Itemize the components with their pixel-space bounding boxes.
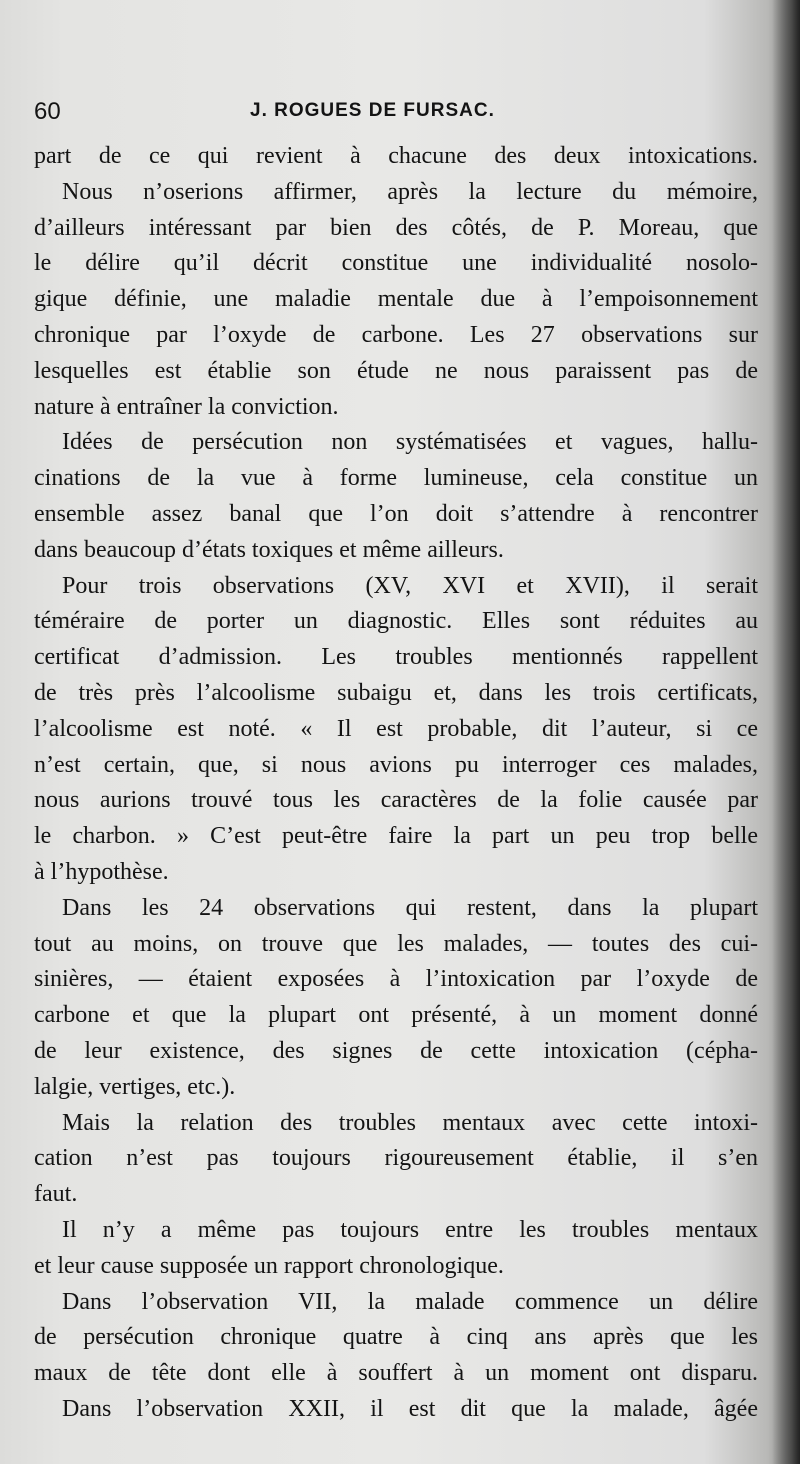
- paragraph-last-line: nature à entraîner la conviction.: [34, 393, 339, 420]
- paragraph-first-line: Idées de persécution non systématisées et vagues, hallu-: [62, 429, 758, 456]
- text-line: maux de tête dont elle à souffert à un moment ont disparu.: [34, 1360, 758, 1387]
- text-line: de leur existence, des signes de cette intoxication (cépha-: [34, 1037, 758, 1064]
- text-line: l’alcoolisme est noté. « Il est probable, dit l’auteur, si ce: [34, 715, 758, 742]
- text-line: n’est certain, que, si nous avions pu interroger ces malades,: [34, 751, 758, 778]
- paragraph-first-line: Dans les 24 observations qui restent, dans la plupart: [62, 894, 758, 921]
- paragraph-last-line: dans beaucoup d’états toxiques et même ailleurs.: [34, 536, 504, 563]
- text-line: part de ce qui revient à chacune des deux intoxications.: [34, 143, 758, 169]
- text-line: tout au moins, on trouve que les malades, — toutes des cui-: [34, 930, 758, 957]
- page-edge-shadow: [772, 0, 800, 1464]
- text-line: nous aurions trouvé tous les caractères de la folie causée par: [34, 787, 758, 814]
- text-line: de persécution chronique quatre à cinq ans après que les: [34, 1324, 758, 1351]
- running-head: J. ROGUES DE FURSAC.: [250, 100, 495, 121]
- text-line: gique définie, une maladie mentale due à l’empoisonnement: [34, 286, 758, 313]
- paragraph-first-line: Pour trois observations (XV, XVI et XVII), il serait: [62, 572, 758, 599]
- paragraph-last-line: lalgie, vertiges, etc.).: [34, 1073, 236, 1100]
- paragraph-first-line: Dans l’observation VII, la malade commence un délire: [62, 1288, 758, 1315]
- text-line: carbone et que la plupart ont présenté, à un moment donné: [34, 1002, 758, 1029]
- text-line: certificat d’admission. Les troubles mentionnés rappellent: [34, 644, 758, 671]
- body-text: [34, 139, 758, 1428]
- text-line: cation n’est pas toujours rigoureusement établie, il s’en: [34, 1145, 758, 1172]
- page-number: 60: [34, 98, 61, 125]
- paragraph-first-line: Il n’y a même pas toujours entre les troubles mentaux: [62, 1216, 758, 1243]
- text-line: sinières, — étaient exposées à l’intoxication par l’oxyde de: [34, 966, 758, 993]
- paragraph-last-line: faut.: [34, 1181, 78, 1208]
- text-line: lesquelles est établie son étude ne nous paraissent pas de: [34, 357, 758, 384]
- page-header: [34, 98, 754, 132]
- paragraph-first-line: Dans l’observation XXII, il est dit que la malade, âgée: [62, 1395, 758, 1422]
- text-line: cinations de la vue à forme lumineuse, cela constitue un: [34, 465, 758, 492]
- text-line: le charbon. » C’est peut-être faire la part un peu trop belle: [34, 823, 758, 850]
- paragraph-first-line: Mais la relation des troubles mentaux avec cette intoxi-: [62, 1109, 758, 1136]
- text-line: ensemble assez banal que l’on doit s’attendre à rencontrer: [34, 500, 758, 527]
- text-line: d’ailleurs intéressant par bien des côtés, de P. Moreau, que: [34, 214, 758, 241]
- paragraph-last-line: et leur cause supposée un rapport chronologique.: [34, 1252, 504, 1279]
- paragraph-first-line: Nous n’oserions affirmer, après la lecture du mémoire,: [62, 178, 758, 205]
- text-line: de très près l’alcoolisme subaigu et, dans les trois certificats,: [34, 679, 758, 706]
- paragraph-last-line: à l’hypothèse.: [34, 858, 169, 885]
- text-line: le délire qu’il décrit constitue une individualité nosolo-: [34, 250, 758, 277]
- text-line: chronique par l’oxyde de carbone. Les 27 observations sur: [34, 321, 758, 348]
- text-line: téméraire de porter un diagnostic. Elles sont réduites au: [34, 608, 758, 635]
